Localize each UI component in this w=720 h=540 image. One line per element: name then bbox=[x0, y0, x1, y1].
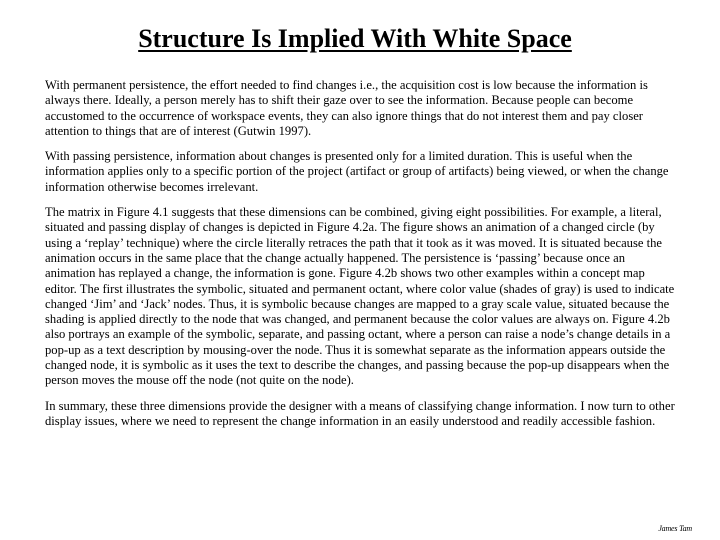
paragraph-summary: In summary, these three dimensions provide the designer with a means of classifying change information. I now turn to other display issues, where we need to represent the change information in an easily understood and readily accessible fashion. bbox=[45, 398, 675, 428]
author-signature: James Tam bbox=[658, 524, 692, 533]
slide-body bbox=[45, 78, 677, 439]
paragraph-permanent-persistence: With permanent persistence, the effort needed to find changes i.e., the acquisition cost is low because the information is always there. Ideally, a person merely has to shift their gaze over to see the information. Because people can become accustomed to the occurrence of workspace events, they can also ignore things that do not interest them and pay closer attention to things that are of interest (Gutwin 1997). bbox=[45, 78, 648, 138]
paragraph-passing-persistence: With passing persistence, information about changes is presented only for a limited duration. This is useful when the information applies only to a specific portion of the project (artifact or group of artifacts) being viewed, or when the change information otherwise becomes irrelevant. bbox=[45, 149, 669, 194]
slide-title: Structure Is Implied With White Space bbox=[138, 24, 572, 53]
paragraph-matrix-examples: The matrix in Figure 4.1 suggests that these dimensions can be combined, giving eight possibilities. For example, a literal, situated and passing display of changes is depicted in Figure 4.2a. The figure shows an animation of a changed circle (by using a ‘replay’ technique) where the circle literally retraces the path that it took as it was moved. It is situated because the animation occurs in the same place that the change actually happened. The persistence is ‘passing’ because once an animation has replayed a change, the information is gone. Figure 4.2b shows two other examples within a concept map editor. The first illustrates the symbolic, situated and permanent octant, where color value (shades of gray) is used to indicate changed ‘Jim’ and ‘Jack’ nodes. Thus, it is symbolic because changes are mapped to a gray scale value, situated because the shading is applied directly to the node that was changed, and permanent because the color values are always on. Figure 4.2b also portrays an example of the symbolic, separate, and passing octant, where a person can raise a node’s change details in a pop-up as a text description by mousing-over the node. Thus it is somewhat separate as the information appears outside the changed node, it is symbolic as it uses the text to describe the changes, and passing because the pop-up disappears when the person moves the mouse off the node (not quite on the node). bbox=[45, 205, 675, 388]
